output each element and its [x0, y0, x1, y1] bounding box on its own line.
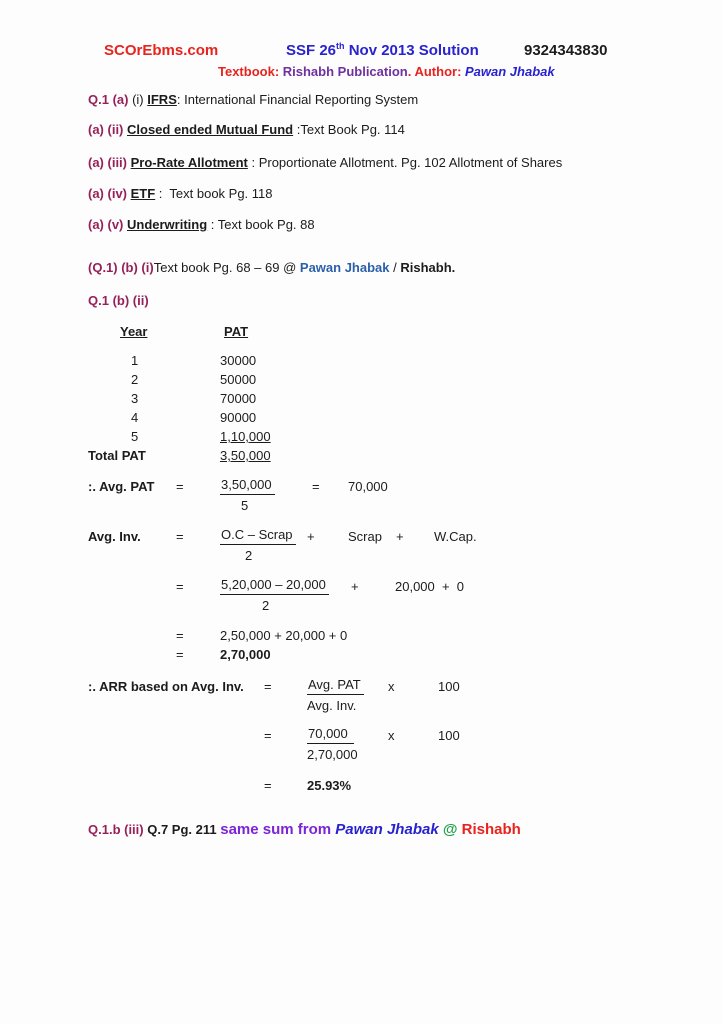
plus-sign: +: [307, 529, 315, 544]
author-reference: Pawan Jhabak: [299, 260, 390, 275]
author-name: Pawan Jhabak: [465, 64, 555, 79]
q-num: (i): [132, 92, 148, 107]
hundred-value: 100: [438, 679, 460, 694]
plus-sign: +: [351, 579, 359, 594]
table-row-year: 3: [131, 391, 139, 406]
heading-q1b-ii: Q.1 (b) (ii): [88, 293, 149, 308]
arr-denominator: Avg. Inv.: [307, 698, 357, 713]
title-main: SSF 26: [286, 42, 337, 59]
title-superscript: th: [336, 41, 345, 51]
equals-sign: =: [264, 778, 272, 793]
q-label: (a) (v): [88, 217, 127, 232]
fraction-numerator: 3,50,000: [220, 478, 275, 495]
term-ifrs: IFRS: [147, 92, 177, 107]
line-q1a-ii: [88, 123, 405, 138]
phone-number: 9324343830: [524, 42, 608, 59]
table-row-pat: 50000: [220, 372, 257, 387]
line-q1b-i: [88, 261, 455, 276]
table-row-pat: 90000: [220, 410, 257, 425]
scrap-term: Scrap: [348, 529, 382, 544]
multiply-sign: x: [388, 679, 395, 694]
publication-name: Rishabh Publication: [282, 64, 408, 79]
avg-inv-result: 2,70,000: [220, 647, 271, 662]
q-label: (Q.1) (b) (i): [88, 260, 154, 275]
arr2-numerator: [307, 727, 354, 744]
q-text: : International Financial Reporting System: [176, 92, 419, 107]
term-pro-rate-allotment: Pro-Rate Allotment: [130, 155, 248, 170]
equals-sign: =: [176, 479, 184, 494]
step2-rest: 20,000 + 0: [395, 579, 465, 594]
header-subtitle: [218, 65, 555, 80]
equals-sign: =: [176, 647, 184, 662]
step2-denominator: 2: [262, 598, 270, 613]
line-q1a-v: [88, 218, 315, 233]
fraction-numerator: 70,000: [307, 727, 354, 744]
q-text: Text book Pg. 68 – 69 @: [153, 260, 300, 275]
q-text: : Text book Pg. 118: [155, 186, 273, 201]
table-row-year: 1: [131, 353, 139, 368]
site-name: SCOrEbms.com: [104, 42, 219, 59]
fraction-numerator: Avg. PAT: [307, 678, 364, 695]
avg-pat-numerator: [220, 478, 275, 495]
q-text: :Text Book Pg. 114: [293, 122, 405, 137]
arr-numerator: [307, 678, 364, 695]
table-row-pat: 30000: [220, 353, 257, 368]
wcap-term: W.Cap.: [434, 529, 477, 544]
hundred-value: 100: [438, 728, 460, 743]
term-underwriting: Underwriting: [127, 217, 208, 232]
page-reference: Q.7 Pg. 211: [147, 822, 221, 837]
table-header-pat: PAT: [224, 324, 249, 339]
equals-sign: =: [312, 479, 320, 494]
footer-book: Rishabh: [461, 821, 521, 838]
line-q1a-iii: [88, 156, 562, 171]
textbook-label: Textbook:: [218, 64, 283, 79]
avg-pat-denominator: 5: [241, 498, 249, 513]
table-total-pat: 3,50,000: [220, 448, 271, 463]
multiply-sign: x: [388, 728, 395, 743]
term-closed-ended-mutual-fund: Closed ended Mutual Fund: [127, 122, 294, 137]
q-label: (a) (iv): [88, 186, 131, 201]
arr-result: 25.93%: [307, 778, 352, 793]
q-label: Q.1 (a): [88, 92, 133, 107]
avg-inv-denominator: 2: [245, 548, 253, 563]
avg-pat-label: :. Avg. PAT: [88, 479, 155, 494]
equals-sign: =: [176, 579, 184, 594]
footer-author: Pawan Jhabak: [335, 821, 439, 838]
document-title: [286, 41, 479, 59]
footer-line: [88, 821, 521, 838]
avg-inv-label: Avg. Inv.: [88, 529, 141, 544]
equals-sign: =: [264, 728, 272, 743]
table-row-year: 5: [131, 429, 139, 444]
equals-sign: =: [176, 529, 184, 544]
step3-value: 2,50,000 + 20,000 + 0: [220, 628, 348, 643]
step2-numerator: [220, 578, 329, 595]
equals-sign: =: [264, 679, 272, 694]
separator: /: [389, 260, 401, 275]
fraction-numerator: 5,20,000 – 20,000: [220, 578, 329, 595]
equals-sign: =: [176, 628, 184, 643]
book-reference: Rishabh.: [400, 260, 456, 275]
author-label: . Author:: [407, 64, 466, 79]
table-row-year: 2: [131, 372, 139, 387]
avg-pat-result: 70,000: [348, 479, 388, 494]
title-rest: Nov 2013 Solution: [344, 42, 479, 59]
table-row-pat: 70000: [220, 391, 257, 406]
avg-inv-numerator: [220, 528, 296, 545]
term-etf: ETF: [130, 186, 156, 201]
line-q1a-iv: [88, 187, 273, 202]
table-header-year: Year: [120, 324, 148, 339]
line-q1a-i: [88, 93, 418, 108]
footer-phrase: same sum from: [220, 821, 336, 838]
table-row-pat: 1,10,000: [220, 429, 271, 444]
at-sign: @: [438, 821, 462, 838]
arr2-denominator: 2,70,000: [307, 747, 358, 762]
q-text: : Proportionate Allotment. Pg. 102 Allotment of Shares: [247, 155, 563, 170]
plus-sign: +: [396, 529, 404, 544]
q-label: Q.1.b (iii): [88, 822, 148, 837]
q-text: : Text book Pg. 88: [207, 217, 315, 232]
table-row-year: 4: [131, 410, 139, 425]
arr-label: :. ARR based on Avg. Inv.: [88, 679, 244, 694]
q-label: (a) (ii): [88, 122, 127, 137]
fraction-numerator: O.C – Scrap: [220, 528, 296, 545]
q-label: (a) (iii): [88, 155, 131, 170]
table-total-label: Total PAT: [88, 448, 146, 463]
